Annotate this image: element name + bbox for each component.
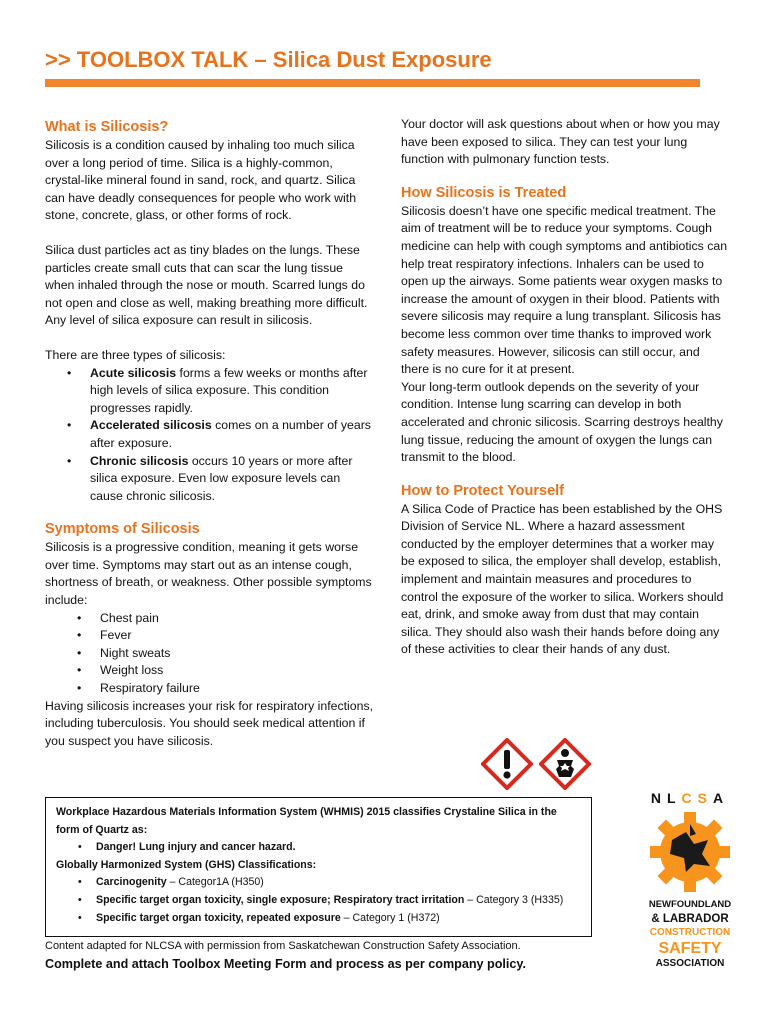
symptoms-heading: Symptoms of Silicosis (45, 521, 200, 538)
type-term: Accelerated silicosis (90, 418, 212, 433)
logo-letter: N (650, 790, 667, 806)
ghs-text: – Category 3 (H335) (464, 893, 564, 906)
symptoms-intro: Silicosis is a progressive condition, meaning it gets worse over time. Symptoms may start out as an intense cough, shortness of breath, or weakness. Other possible symptoms include: (45, 540, 372, 608)
type-term: Acute silicosis (90, 365, 177, 380)
silicosis-types-list (45, 365, 375, 506)
whmis-intro: Workplace Hazardous Materials Information System (WHMIS) 2015 classifies Crystaline Silica in the form of Quartz as: (56, 806, 557, 836)
list-item (56, 839, 581, 857)
title-underline (45, 79, 700, 87)
treated-paragraph-2: Your long-term outlook depends on the severity of your condition. Intense lung scarring can develop in both accelerated and chronic silicosis. Scarring destroys healthy lung tissue, reducing the amount of oxygen the lungs can transmit to the blood. (401, 379, 723, 465)
logo-line: SAFETY (658, 940, 722, 957)
danger-text: Danger! Lung injury and cancer hazard. (96, 841, 296, 854)
treated-paragraph-1: Silicosis doesn’t have one specific medical treatment. The aim of treatment will be to reduce your symptoms. Cough medicine can help with cough symptoms and antibiotics can help treat respiratory infections. Inhalers can be used to open up the airways. Some patients wear oxygen masks to increase the amount of oxygen in their blood. Patients with severe silicosis may require a lung transplant. Silicosis has become less common over time thanks to improved work safety measures. However, silicosis can still occur, and there is no cure for it at present. (401, 203, 728, 377)
doctor-paragraph: Your doctor will ask questions about when or how you may have been exposed to silica. They can test your lung function with pulmonary function tests. (401, 117, 720, 167)
logo-letters (640, 790, 740, 806)
type-text: forms a few weeks or months after high levels of silica exposure. This condition progresses rapidly. (90, 365, 368, 415)
logo-letter: L (666, 790, 682, 806)
right-column (401, 116, 731, 659)
logo-wordmark (640, 898, 740, 971)
logo-line: CONSTRUCTION (649, 927, 731, 938)
ghs-text: – Categor1A (H350) (166, 876, 264, 889)
logo-line: ASSOCIATION (655, 958, 725, 969)
what-paragraph-1: Silicosis is a condition caused by inhaling too much silica over a long period of time. Silica is a highly-common, crystal-like mineral found in sand, rock, and quartz. Silica can have deadly consequences for people who work with stone, concrete, glass, or other forms of rock. (45, 138, 357, 223)
list-item: • Weight loss (45, 662, 375, 680)
ghs-text: – Category 1 (H372) (340, 911, 440, 924)
credit-line: Content adapted for NLCSA with permission from Saskatchewan Construction Safety Association. (45, 940, 521, 952)
protect-heading: How to Protect Yourself (401, 482, 565, 499)
symptoms-outro: Having silicosis increases your risk for respiratory infections, including tuberculosis. You should seek medical attention if you suspect you have silicosis. (45, 698, 374, 748)
protect-paragraph: A Silica Code of Practice has been established by the OHS Division of Service NL. Where a hazard assessment conducted by the employer determines that a worker may be exposed to silica, the employer shall develop, establish, implement and maintain measures and procedures to control the exposure of the worker to silica. Workers should eat, drink, and smoke away from dust that may contain silica. They should also wash their hands before doing any of these activities to clear their hands of any dust. (401, 501, 724, 657)
ghs-list (56, 874, 581, 927)
whmis-danger-list (56, 839, 581, 857)
treated-heading: How Silicosis is Treated (401, 184, 567, 201)
list-item: • Chest pain (45, 610, 375, 628)
ghs-term: Carcinogenity (96, 876, 167, 889)
logo-letter: C (681, 790, 698, 806)
types-intro: There are three types of silicosis: (45, 347, 226, 362)
type-term: Chronic silicosis (90, 453, 189, 468)
list-item: • Night sweats (45, 645, 375, 663)
list-item (56, 892, 581, 910)
list-item (56, 910, 581, 928)
ghs-heading: Globally Harmonized System (GHS) Classifications: (56, 858, 317, 871)
exclamation-mark-pictogram-icon (481, 738, 533, 790)
list-item: • Respiratory failure (45, 680, 375, 698)
list-item (45, 365, 375, 418)
type-text: comes on a number of years after exposure. (90, 418, 371, 450)
logo-letter: A (713, 790, 730, 806)
nlcsa-logo (640, 790, 740, 980)
list-item (45, 453, 375, 506)
logo-line: & LABRADOR (651, 913, 729, 925)
gear-emblem-icon (650, 810, 730, 894)
symptoms-list (45, 610, 375, 698)
ghs-term: Specific target organ toxicity, repeated exposure (96, 911, 341, 924)
list-item (45, 417, 375, 452)
ghs-term: Specific target organ toxicity, single exposure; Respiratory tract irritation (96, 893, 465, 906)
list-item: • Fever (45, 627, 375, 645)
what-is-silicosis-heading: What is Silicosis? (45, 119, 169, 135)
page-title: >> TOOLBOX TALK – Silica Dust Exposure (45, 47, 492, 72)
logo-letter: S (697, 790, 714, 806)
instruction-line: Complete and attach Toolbox Meeting Form and process as per company policy. (45, 957, 526, 971)
health-hazard-pictogram-icon (539, 738, 591, 790)
list-item (56, 874, 581, 892)
left-column (45, 117, 375, 750)
logo-line: NEWFOUNDLAND (648, 899, 732, 910)
type-text: occurs 10 years or more after silica exposure. Even low exposure levels can cause chronic silicosis. (90, 453, 353, 503)
whmis-box (45, 797, 592, 937)
what-paragraph-2: Silica dust particles act as tiny blades on the lungs. These particles create small cuts that can scar the lung tissue when inhaled through the nose or mouth. Scarred lungs do not open and close as well, making breathing more difficult. Any level of silica exposure can result in silicosis. (45, 242, 368, 328)
